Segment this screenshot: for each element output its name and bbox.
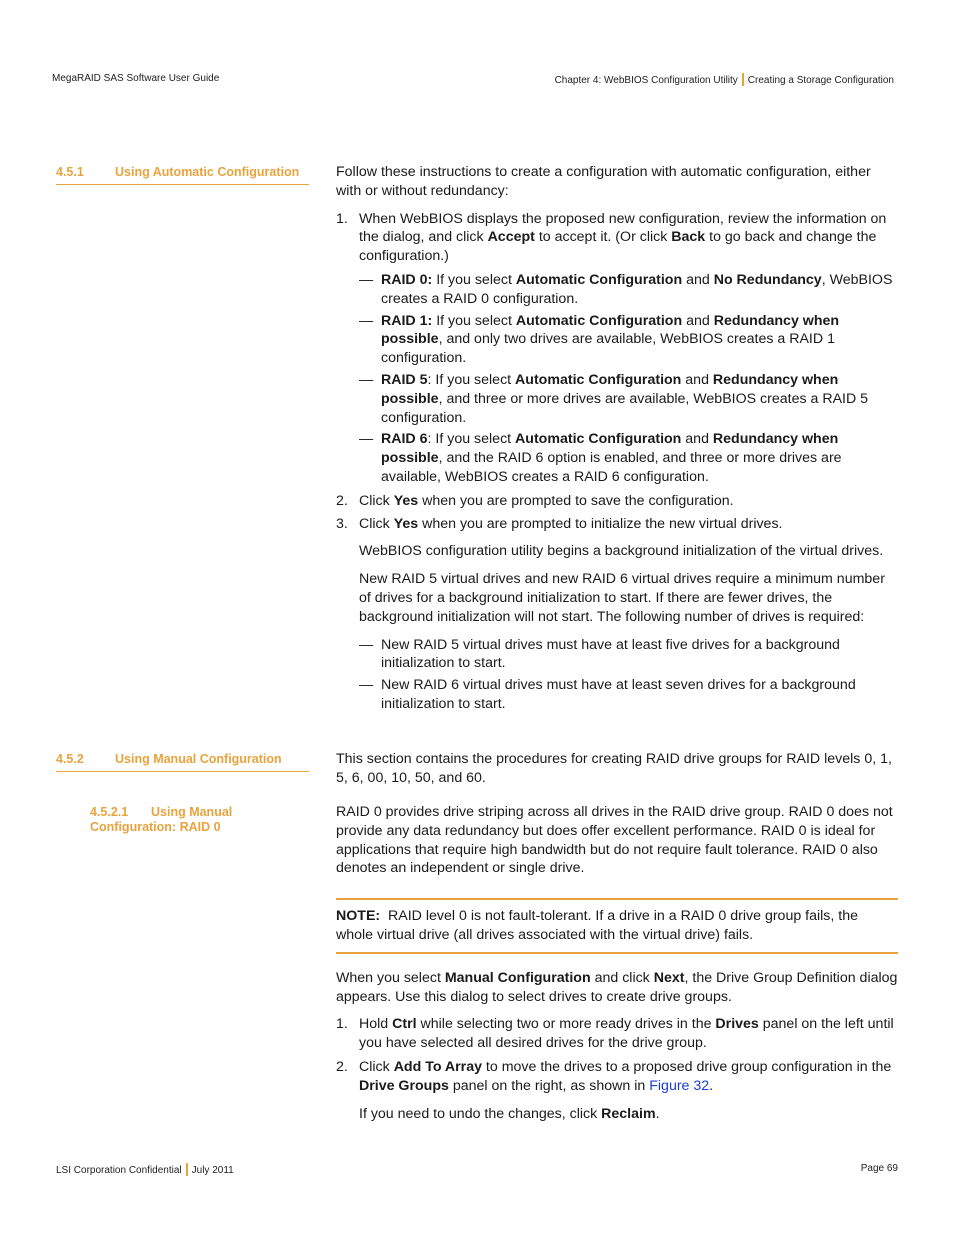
list-item-raid6: — RAID 6: If you select Automatic Configuration and Redundancy when possible, and the RAID 6 option is enabled, and three or more drives are available, WebBIOS creates a RAID 6 configuration. bbox=[359, 431, 842, 485]
section-4-5-1-body bbox=[336, 163, 898, 714]
list-item-raid5: — RAID 5: If you select Automatic Configuration and Redundancy when possible, and three or more drives are available, WebBIOS creates a RAID 5 configuration. bbox=[359, 371, 869, 426]
note-box bbox=[336, 898, 898, 954]
paragraph-intro: Follow these instructions to create a configuration with automatic configuration, either with or without redundancy: bbox=[336, 164, 871, 199]
section-heading-4-5-2-1: 4.5.2.1 Using Manual Configuration: RAID 0 bbox=[90, 805, 233, 834]
section-4-5-2-1-body bbox=[336, 803, 898, 1123]
list-item-raid1: — RAID 1: If you select Automatic Configuration and Redundancy when possible, and only two drives are available, WebBIOS creates a RAID 1 configuration. bbox=[359, 312, 840, 367]
figure-32-link[interactable]: Figure 32 bbox=[649, 1077, 710, 1094]
section-heading-4-5-1: 4.5.1 Using Automatic Configuration bbox=[56, 165, 309, 185]
list-item-step-3: 3. Click Yes when you are prompted to initialize the new virtual drives. bbox=[336, 515, 783, 532]
section-heading-4-5-2: 4.5.2 Using Manual Configuration bbox=[56, 752, 309, 772]
running-header-title: MegaRAID SAS Software User Guide bbox=[52, 73, 220, 84]
list-item-req-raid5: — New RAID 5 virtual drives must have at least five drives for a background initialization to start. bbox=[359, 636, 840, 672]
paragraph-raid0: RAID 0 provides drive striping across all drives in the RAID drive group. RAID 0 does not provide any data redundancy but does offer excellent performance. RAID 0 is ideal for applications that require high bandwidth but do not require fault tolerance. RAID 0 also denotes an independent or single drive. bbox=[336, 804, 893, 877]
list-item-step-2: 2. Click Yes when you are prompted to save the configuration. bbox=[336, 492, 734, 509]
note-label: NOTE: bbox=[336, 908, 381, 925]
list-item-raid0: — RAID 0: If you select Automatic Configuration and No Redundancy, WebBIOS creates a RAID 0 configuration. bbox=[359, 271, 893, 307]
footer-divider bbox=[186, 1163, 188, 1176]
running-header-chapter: Chapter 4: WebBIOS Configuration Utility Creating a Storage Configuration bbox=[554, 75, 894, 86]
section-4-5-2-body bbox=[336, 750, 898, 788]
list-item-manual-step-2: 2. Click Add To Array to move the drives to a proposed drive group configuration in the Drive Groups panel on the right, as shown in Figure 32. bbox=[336, 1058, 892, 1094]
paragraph-background-init: WebBIOS configuration utility begins a background initialization of the virtual drives. bbox=[359, 543, 884, 560]
page-number: Page 69 bbox=[860, 1163, 898, 1174]
list-item-req-raid6: — New RAID 6 virtual drives must have at least seven drives for a background initialization to start. bbox=[359, 677, 856, 712]
paragraph-undo: If you need to undo the changes, click Reclaim. bbox=[359, 1105, 660, 1122]
running-footer-left: LSI Corporation Confidential July 2011 bbox=[56, 1165, 234, 1176]
header-divider bbox=[742, 73, 744, 86]
paragraph-manual-config: When you select Manual Configuration and click Next, the Drive Group Definition dialog appears. Use this dialog to select drives to create drive groups. bbox=[336, 969, 898, 1005]
note-text: RAID level 0 is not fault-tolerant. If a drive in a RAID 0 drive group fails, the whole virtual drive (all drives associated with the virtual drive) fails. bbox=[336, 908, 862, 943]
list-item-step-1: 1. When WebBIOS displays the proposed new configuration, review the information on the dialog, and click Accept to accept it. (Or click Back to go back and change the configuration.) bbox=[336, 210, 887, 265]
paragraph-manual-intro: This section contains the procedures for creating RAID drive groups for RAID levels 0, 1, 5, 6, 00, 10, 50, and 60. bbox=[336, 751, 892, 786]
paragraph-minimum-drives: New RAID 5 virtual drives and new RAID 6 virtual drives require a minimum number of drives for a background initialization to start. If there are fewer drives, the background initialization will not start. The following number of drives is required: bbox=[359, 571, 885, 625]
list-item-manual-step-1: 1. Hold Ctrl while selecting two or more ready drives in the Drives panel on the left until you have selected all desired drives for the drive group. bbox=[336, 1016, 894, 1052]
